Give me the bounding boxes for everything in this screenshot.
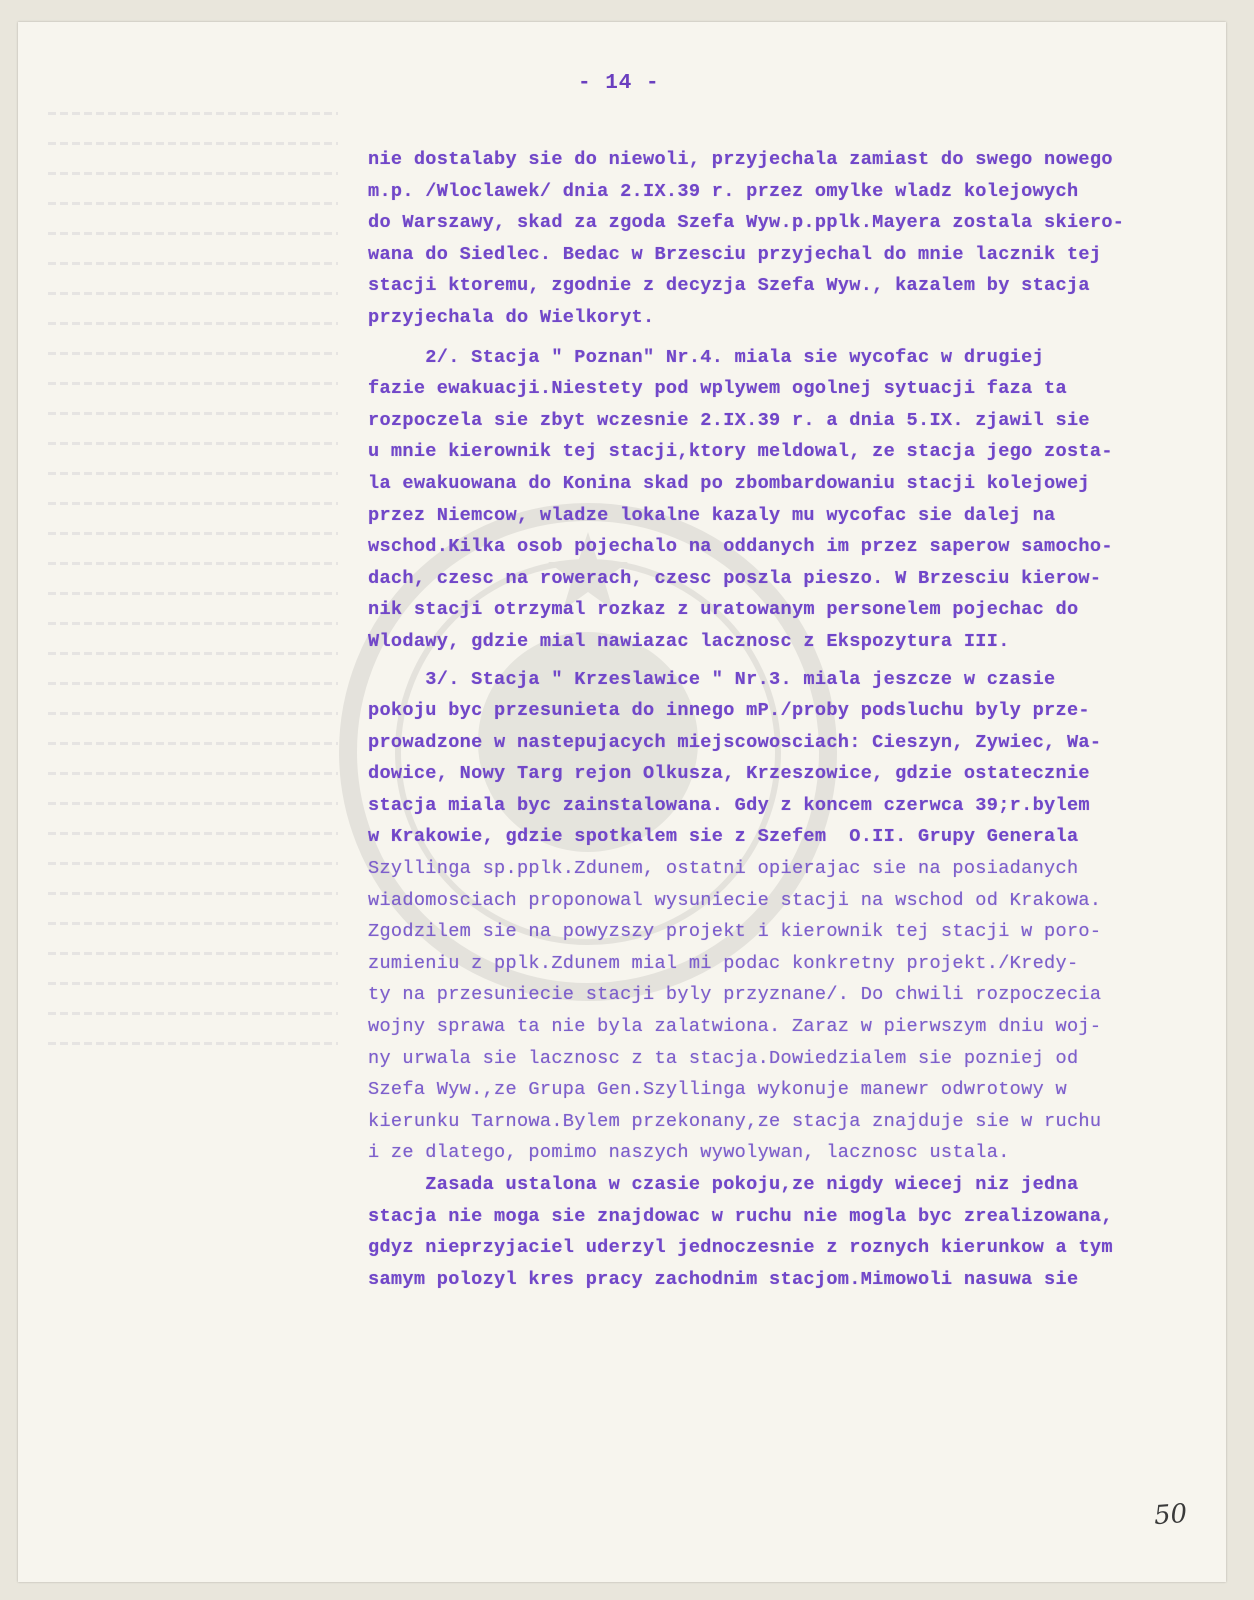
text-line: Szefa Wyw.,ze Grupa Gen.Szyllinga wykonuje manewr odwrotowy w — [368, 1079, 1067, 1101]
text-line: Wlodawy, gdzie mial nawiazac lacznosc z Ekspozytura III. — [368, 630, 1010, 652]
text-line: stacji ktoremu, zgodnie z decyzja Szefa Wyw., kazalem by stacja — [368, 275, 1090, 297]
text-line: pokoju byc przesunieta do innego mP./proby podsluchu byly prze- — [368, 700, 1090, 722]
text-line: nik stacji otrzymal rozkaz z uratowanym personelem pojechac do — [368, 599, 1079, 621]
text-line: do Warszawy, skad za zgoda Szefa Wyw.p.pplk.Mayera zostala skiero- — [368, 212, 1125, 234]
document-page — [18, 22, 1226, 1582]
text-line: Zgodzilem sie na powyzszy projekt i kierownik tej stacji w poro- — [368, 921, 1102, 943]
text-line: wana do Siedlec. Bedac w Brzesciu przyjechal do mnie lacznik tej — [368, 243, 1102, 265]
text-line: 3/. Stacja " Krzeslawice " Nr.3. miala jeszcze w czasie — [368, 668, 1056, 690]
blank-line — [368, 334, 1218, 342]
text-line: 2/. Stacja " Poznan" Nr.4. miala sie wycofac w drugiej — [368, 346, 1045, 368]
text-line: w Krakowie, gdzie spotkalem sie z Szefem O.II. Grupy Generala — [368, 826, 1079, 848]
text-line: Zasada ustalona w czasie pokoju,ze nigdy wiecej niz jedna — [368, 1174, 1079, 1195]
text-line: u mnie kierownik tej stacji,ktory meldowal, ze stacja jego zosta- — [368, 441, 1113, 463]
text-line: Szyllinga sp.pplk.Zdunem, ostatni opierajac sie na posiadanych — [368, 858, 1079, 880]
text-line: wiadomosciach proponowal wysuniecie stacji na wschod od Krakowa. — [368, 889, 1102, 911]
text-line: rozpoczela sie zbyt wczesnie 2.IX.39 r. a dnia 5.IX. zjawil sie — [368, 409, 1090, 431]
text-line: fazie ewakuacji.Niestety pod wplywem ogolnej sytuacji faza ta — [368, 378, 1067, 400]
text-line: przyjechala do Wielkoryt. — [368, 306, 655, 328]
text-line: stacja miala byc zainstalowana. Gdy z koncem czerwca 39;r.bylem — [368, 794, 1090, 816]
text-line: dach, czesc na rowerach, czesc poszla pieszo. W Brzesciu kierow- — [368, 567, 1102, 589]
text-line: nie dostalaby sie do niewoli, przyjechala zamiast do swego nowego — [368, 149, 1113, 170]
text-line: prowadzone w nastepujacych miejscowosciach: Cieszyn, Zywiec, Wa- — [368, 731, 1102, 753]
page-number: - 14 - — [578, 72, 660, 95]
bleed-through-marks — [48, 112, 338, 1112]
text-line: m.p. /Wloclawek/ dnia 2.IX.39 r. przez omylke wladz kolejowych — [368, 180, 1079, 202]
text-line: ty na przesuniecie stacji byly przyznane/. Do chwili rozpoczecia — [368, 984, 1102, 1006]
text-line: dowice, Nowy Targ rejon Olkusza, Krzeszowice, gdzie ostatecznie — [368, 763, 1090, 785]
handwritten-folio-number: 50 — [1152, 1498, 1189, 1532]
text-line: la ewakuowana do Konina skad po zbombardowaniu stacji kolejowej — [368, 472, 1090, 494]
text-line: wojny sprawa ta nie byla zalatwiona. Zaraz w pierwszym dniu woj- — [368, 1016, 1102, 1038]
text-line: gdyz nieprzyjaciel uderzyl jednoczesnie z roznych kierunkow a tym — [368, 1237, 1113, 1259]
text-line: wschod.Kilka osob pojechalo na oddanych im przez saperow samocho- — [368, 536, 1113, 558]
text-line: stacja nie moga sie znajdowac w ruchu nie mogla byc zrealizowana, — [368, 1205, 1113, 1227]
text-line: i ze dlatego, pomimo naszych wywolywan, lacznosc ustala. — [368, 1142, 1010, 1164]
typewritten-body — [368, 144, 1218, 1295]
text-line: ny urwala sie lacznosc z ta stacja.Dowiedzialem sie pozniej od — [368, 1047, 1079, 1069]
text-line: zumieniu z pplk.Zdunem mial mi podac konkretny projekt./Kredy- — [368, 952, 1079, 974]
text-line: kierunku Tarnowa.Bylem przekonany,ze stacja znajduje sie w ruchu — [368, 1110, 1102, 1132]
text-line: przez Niemcow, wladze lokalne kazaly mu wycofac sie dalej na — [368, 504, 1056, 526]
text-line: samym polozyl kres pracy zachodnim stacjom.Mimowoli nasuwa sie — [368, 1268, 1079, 1290]
